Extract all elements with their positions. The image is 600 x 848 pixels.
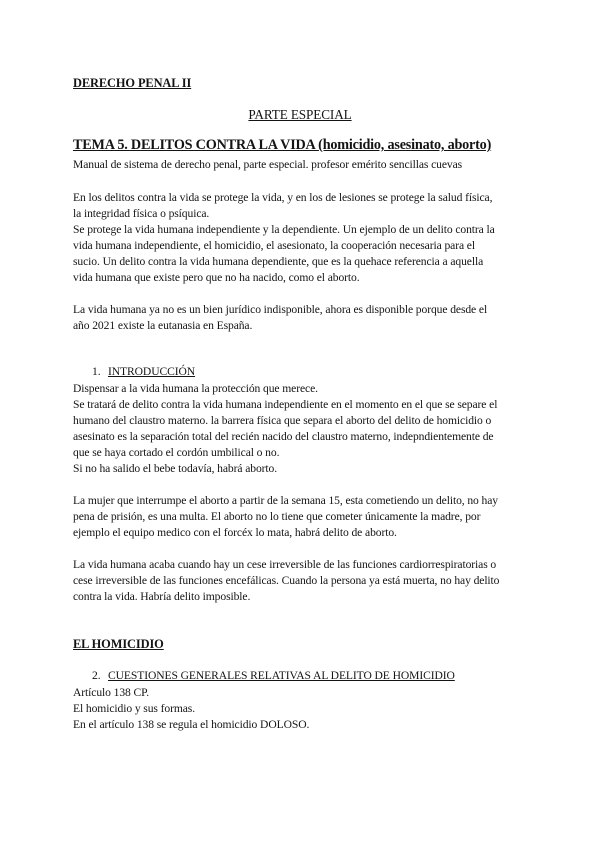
paragraph-line: La vida humana acaba cuando hay un cese irreversible de las funciones cardiorrespiratorias o [73, 558, 497, 571]
paragraph-line: vida humana independiente, el homicidio, el asesionato, la cooperación necesaria para el [73, 239, 475, 252]
paragraph-line: En los delitos contra la vida se protege la vida, y en los de lesiones se protege la salud física, [73, 191, 493, 204]
section-2-number: 2. [92, 669, 101, 682]
document-title: DERECHO PENAL II [73, 76, 192, 90]
section-1-number: 1. [92, 365, 101, 378]
tema-rest: (homicidio, asesinato, aborto) [318, 137, 492, 153]
paragraph-line: contra la vida. Habría delito imposible. [73, 590, 251, 603]
paragraph-line: Artículo 138 CP. [73, 686, 150, 699]
paragraph-line: Se protege la vida humana independiente y la dependiente. Un ejemplo de un delito contra la [73, 223, 495, 236]
manual-reference: Manual de sistema de derecho penal, parte especial. profesor emérito sencillas cuevas [73, 158, 463, 171]
paragraph-line: cese irreversible de las funciones encefálicas. Cuando la persona ya está muerta, no hay delito [73, 574, 500, 587]
paragraph-line: La vida humana ya no es un bien jurídico indisponible, ahora es disponible porque desde el [73, 303, 488, 316]
paragraph-line: ejemplo el equipo medico con el forcéx lo mata, habrá delito de aborto. [73, 526, 397, 539]
paragraph-line: asesinato es la separación total del recién nacido del claustro materno, indepndientemente de [73, 430, 494, 443]
section-1-heading: INTRODUCCIÓN [108, 365, 196, 378]
paragraph-line: humano del claustro materno. la barrera física que separa el aborto del delito de homicidio o [73, 414, 492, 427]
paragraph-line: la integridad física o psíquica. [73, 207, 210, 220]
paragraph-line: vida humana que existe pero que no ha nacido, como el aborto. [73, 271, 360, 284]
paragraph-line: año 2021 existe la eutanasia en España. [73, 319, 253, 332]
paragraph-line: pena de prisión, es una multa. El aborto no lo tiene que cometer únicamente la madre, por [73, 510, 481, 523]
paragraph-line: La mujer que interrumpe el aborto a partir de la semana 15, esta cometiendo un delito, no hay [73, 494, 498, 507]
paragraph-line: Se tratará de delito contra la vida humana independiente en el momento en el que se separe el [73, 398, 498, 411]
document-subtitle: PARTE ESPECIAL [248, 107, 352, 122]
paragraph-line: Si no ha salido el bebe todavía, habrá aborto. [73, 462, 278, 475]
paragraph-line: Dispensar a la vida humana la protección que merece. [73, 382, 318, 395]
paragraph-line: sucio. Un delito contra la vida humana dependiente, que es la quehace referencia a aquella [73, 255, 484, 268]
section-2-heading: CUESTIONES GENERALES RELATIVAS AL DELITO DE HOMICIDIO [108, 669, 455, 682]
paragraph-line: que se haya cortado el cordón umbilical o no. [73, 446, 280, 459]
tema-heading [73, 137, 491, 153]
tema-prefix: TEMA 5. DELITOS CONTRA LA VIDA [73, 137, 319, 153]
paragraph-line: El homicidio y sus formas. [73, 702, 196, 715]
paragraph-line: En el artículo 138 se regula el homicidio DOLOSO. [73, 718, 310, 731]
homicidio-heading: EL HOMICIDIO [73, 637, 164, 651]
